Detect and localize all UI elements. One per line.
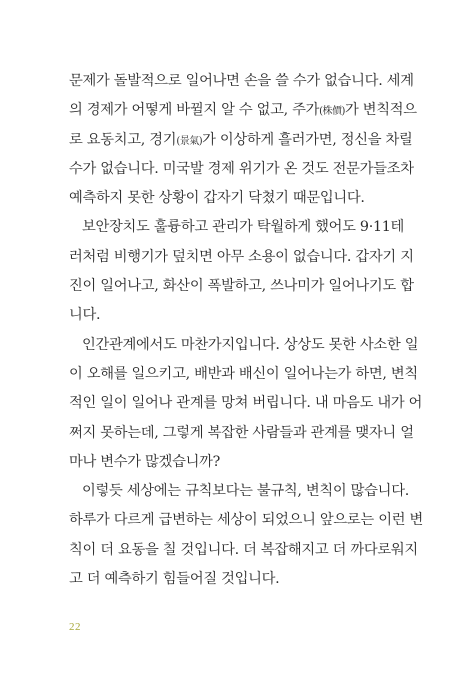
- text-line: 마나 변수가 많겠습니까?: [69, 453, 220, 470]
- page-number: 22: [69, 621, 81, 633]
- paragraph-1: [69, 67, 417, 213]
- paragraph-4: [69, 477, 423, 594]
- paragraph-3: [69, 331, 423, 477]
- text-line: 인간관계에서도 마찬가지입니다. 상상도 못한 사소한 일: [82, 336, 419, 353]
- text-line: 로 요동치고, 경기(景氣)가 이상하게 흘러가면, 정신을 차릴: [69, 131, 413, 148]
- text-line: 이렇듯 세상에는 규칙보다는 불규칙, 변칙이 많습니다.: [82, 483, 409, 500]
- body-text: [69, 67, 423, 594]
- text-line: 러처럼 비행기가 덮치면 아무 소용이 없습니다. 갑자기 지: [69, 248, 414, 265]
- hanja-annotation: (景氣): [176, 135, 203, 147]
- text-line: 문제가 돌발적으로 일어나면 손을 쓸 수가 없습니다. 세계: [69, 73, 414, 89]
- text-line: 하루가 다르게 급변하는 세상이 되었으니 앞으로는 이런 변: [69, 512, 423, 529]
- text-line: 이 오해를 일으키고, 배반과 배신이 일어나는가 하면, 변칙: [69, 365, 418, 382]
- text-line: 예측하지 못한 상황이 갑자기 닥쳤기 때문입니다.: [69, 190, 365, 207]
- text-line: 고 더 예측하기 힘들어질 것입니다.: [69, 571, 280, 588]
- text-line: 쩌지 못하는데, 그렇게 복잡한 사람들과 관계를 맺자니 얼: [69, 424, 414, 441]
- text-line: 적인 일이 일어나 관계를 망쳐 버립니다. 내 마음도 내가 어: [69, 395, 423, 412]
- text-line: 진이 일어나고, 화산이 폭발하고, 쓰나미가 일어나기도 합: [69, 278, 414, 295]
- text-line: 수가 없습니다. 미국발 경제 위기가 온 것도 전문가들조차: [69, 160, 414, 177]
- text-line: 칙이 더 요동을 칠 것입니다. 더 복잡해지고 더 까다로워지: [69, 541, 418, 558]
- text-line: 의 경제가 어떻게 바뀔지 알 수 없고, 주가(株價)가 변칙적으: [69, 102, 417, 119]
- text-line: 보안장치도 훌륭하고 관리가 탁월하게 했어도 9·11테: [82, 219, 405, 236]
- text-line: 니다.: [69, 307, 101, 324]
- paragraph-2: [69, 213, 414, 330]
- hanja-annotation: (株價): [319, 106, 345, 118]
